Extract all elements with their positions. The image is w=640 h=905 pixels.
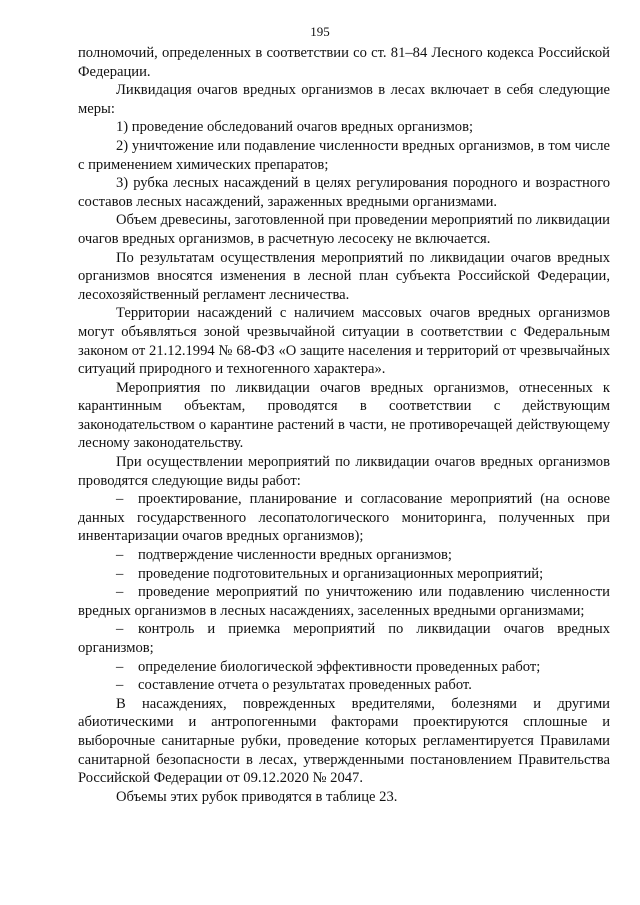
list-item [78,546,610,565]
dash-bullet: – [116,621,124,638]
paragraph: 3) рубка лесных насаждений в целях регулирования породного и возрастного составов лесных насаждений, зараженных вредными организмами. [78,175,610,210]
paragraph: Территории насаждений с наличием массовых очагов вредных организмов могут объявляться зоной чрезвычайной ситуации в соответствии с Федеральным законом от 21.12.1994 № 68-ФЗ «О защите населения и территорий от чрезвычайных ситуаций природного и техногенного характера». [78,305,610,378]
paragraph: 1) проведение обследований очагов вредных организмов; [116,119,474,136]
list-item-text: проведение мероприятий по уничтожению или подавлению численности вредных организмов в лесных насаждениях, заселенных вредными организмами; [78,584,610,619]
list-item [78,583,610,620]
list-item [78,565,610,584]
paragraph: По результатам осуществления мероприятий по ликвидации очагов вредных организмов вносятся изменения в лесной план субъекта Российской Федерации, лесохозяйственный регламент лесничества. [78,249,610,303]
paragraph: В насаждениях, поврежденных вредителями, болезнями и другими абиотическими и антропогенными факторами проектируются сплошные и выборочные санитарные рубки, проведение которых регламентируется Правилами санитарной безопасности в лесах, утвержденными постановлением Правительства Российской Федерации от 09.12.2020 № 2047. [78,695,610,787]
dash-bullet: – [116,547,124,564]
list-item-text: подтверждение численности вредных организмов; [138,547,452,564]
paragraph: Объем древесины, заготовленной при проведении мероприятий по ликвидации очагов вредных организмов, в расчетную лесосеку не включается. [78,212,610,247]
page-number: 195 [310,24,330,39]
list-item [78,658,610,677]
list-item-text: определение биологической эффективности проведенных работ; [138,658,541,675]
list-item-text: составление отчета о результатах проведенных работ. [138,677,472,694]
page-body [78,44,610,806]
paragraph: Ликвидация очагов вредных организмов в лесах включает в себя следующие меры: [78,82,610,117]
paragraph: Объемы этих рубок приводятся в таблице 23. [116,788,398,805]
list-item-text: контроль и приемка мероприятий по ликвидации очагов вредных организмов; [78,621,610,656]
list-item-text: проведение подготовительных и организационных мероприятий; [138,565,544,582]
list-item [78,620,610,657]
dash-bullet: – [116,677,124,694]
list-item-text: проектирование, планирование и согласование мероприятий (на основе данных государственного лесопатологического мониторинга, полученных при инвентаризации очагов вредных организмов); [78,491,610,545]
dash-bullet: – [116,565,124,582]
paragraph: полномочий, определенных в соответствии со ст. 81–84 Лесного кодекса Российской Федерации. [78,45,610,80]
dash-bullet: – [116,584,124,601]
paragraph: 2) уничтожение или подавление численности вредных организмов, в том числе с применением химических препаратов; [78,137,610,173]
paragraph: При осуществлении мероприятий по ликвидации очагов вредных организмов проводятся следующие виды работ: [78,454,610,489]
list-item [78,490,610,546]
dash-bullet: – [116,658,124,675]
dash-bullet: – [116,491,124,508]
paragraph: Мероприятия по ликвидации очагов вредных организмов, отнесенных к карантинным объектам, проводятся в соответствии с действующим законодательством о карантине растений в части, не противоречащей действующему лесному законодательству. [78,379,610,452]
list-item [78,676,610,695]
